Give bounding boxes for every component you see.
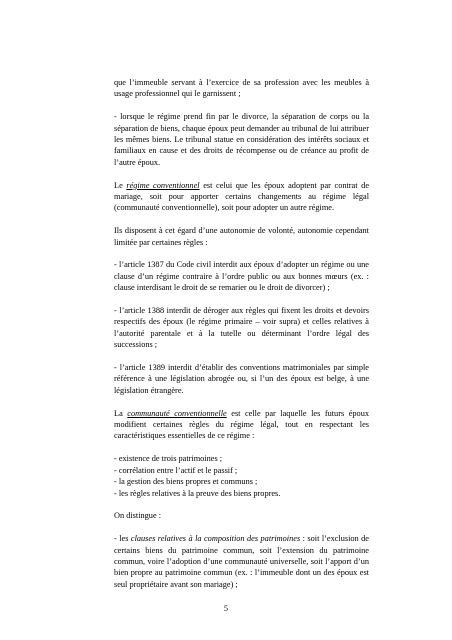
paragraph-lead: - les [114,534,131,544]
page-number: 5 [223,604,229,613]
paragraph-on-distingue: On distingue : [114,511,162,521]
paragraph-divorce: - lorsque le régime prend fin par le divorce, la séparation de corps ou la séparation de biens, chaque époux peut demander au tribunal de lui attribuer les mêmes biens. Le tribunal statue en considération des intérêts sociaux et familiaux en cause et des droits de récompense ou de créance au profit de l’autre époux. [114,112,369,167]
list-item: - la gestion des biens propres et communs ; [114,477,258,487]
paragraph-article-1389: - l’article 1389 interdit d’établir des conventions matrimoniales par simple référence à une législation abrogée ou, si l’un des époux est belge, à une législation étrangère. [114,363,369,395]
term-regime-conventionnel: régime conventionnel [126,180,200,190]
paragraph-lead: La [114,408,128,418]
paragraph-autonomie: Ils disposent à cet égard d’une autonomie de volonté, autonomie cependant limitée par certaines règles : [114,226,369,247]
body-text [114,77,369,590]
paragraph-clauses-composition [114,533,369,590]
paragraph-immeuble: que l’immeuble servant à l’exercice de sa profession avec les meubles à usage professionnel qui le garnissent ; [114,78,369,99]
list-item: - existence de trois patrimoines ; [114,454,223,464]
list-item: - les règles relatives à la preuve des biens propres. [114,488,281,498]
paragraph-rest: est celle par laquelle les futurs époux modifient certaines règles du régime légal, tout en respectant les caractéristiques essentielles de ce régime : [114,408,369,441]
paragraph-article-1388: - l’article 1388 interdit de déroger aux règles qui fixent les droits et devoirs respectifs des époux (le régime primaire – voir supra) et celles relatives à l’autorité parentale et à la tutelle ou déterminant l’ordre légal des successions ; [114,306,369,350]
term-communaute-conventionnelle: communauté conventionnelle [127,408,227,418]
paragraph-regime-conventionnel [114,180,369,214]
paragraph-article-1387: - l’article 1387 du Code civil interdit aux époux d’adopter un régime ou une clause d’un régime contraire à l’ordre public ou aux bonnes mœurs (ex. : clause interdisant le droit de se remarier ou le droit de divorcer) ; [114,260,369,293]
paragraph-lead: Le [114,180,127,190]
paragraph-rest: : soit l’exclusion de certains biens du patrimoine commun, soit l’extension du patrimoine commun, voire l’adoption d’une communauté universelle, soit l’apport d’un bien propre au patrimoine commun (ex. : l’immeuble dont un des époux est seul propriétaire avant son mariage) ; [114,534,369,589]
list-item: - corrélation entre l’actif et le passif ; [114,465,238,475]
paragraph-rest: est celui que les époux adoptent par contrat de mariage, soit pour apporter certains changements au régime légal (communauté conventionnelle), soit pour adopter un autre régime. [114,180,369,213]
paragraph-communaute-conventionnelle [114,408,369,442]
term-clauses-composition: clauses relatives à la composition des patrimoines [130,534,301,544]
